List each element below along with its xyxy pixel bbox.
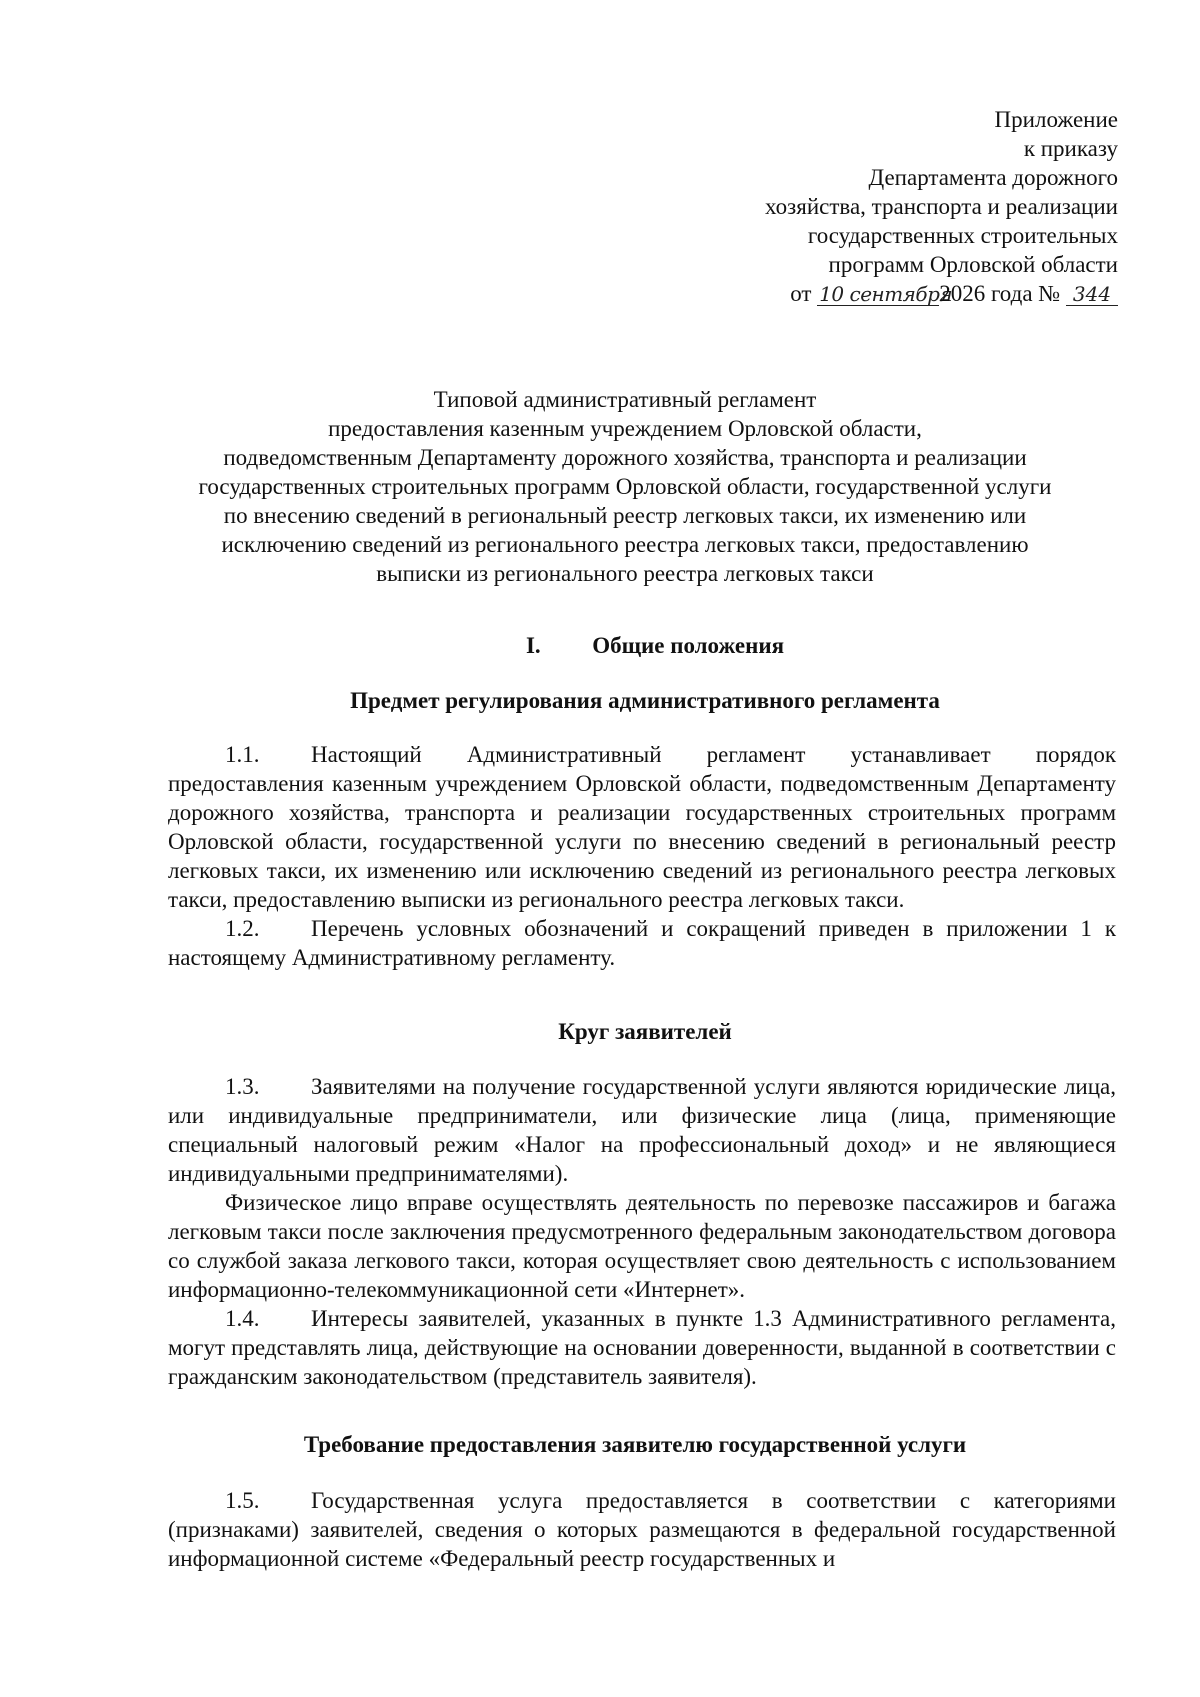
paragraph-text: Настоящий Административный регламент устанавливает порядок предоставления казенным учреждением Орловской области, подведомственным Департаменту дорожного хозяйства, транспорта и реализации государственных строительных программ Орловской области, государственной услуги по внесению сведений в региональный реестр легковых такси, их изменению или исключению сведений из регионального реестра легковых такси, предоставлению выписки из регионального реестра легковых такси. bbox=[168, 742, 1116, 912]
header-line: государственных строительных bbox=[807, 223, 1118, 248]
paragraph-number: 1.1. bbox=[225, 742, 260, 767]
paragraph-text: Интересы заявителей, указанных в пункте 1.3 Административного регламента, могут представлять лица, действующие на основании доверенности, выданной в соответствии с гражданским законодательством (представитель заявителя). bbox=[168, 1306, 1116, 1389]
title-line: государственных строительных программ Орловской области, государственной услуги bbox=[198, 474, 1052, 499]
paragraph-1-4 bbox=[168, 1304, 1116, 1391]
paragraph-number: 1.4. bbox=[225, 1306, 260, 1331]
paragraph-1-3-continued: Физическое лицо вправе осуществлять деятельность по перевозке пассажиров и багажа легковым такси после заключения предусмотренного федеральным законодательством договора со службой заказа легкового такси, которая осуществляет свою деятельность с использованием информационно-телекоммуникационной сети «Интернет». bbox=[168, 1190, 1116, 1302]
subsection-heading: Предмет регулирования административного регламента bbox=[350, 688, 940, 713]
appendix-header bbox=[558, 105, 1118, 308]
title-line: исключению сведений из регионального реестра легковых такси, предоставлению bbox=[221, 532, 1029, 557]
title-line: по внесению сведений в региональный реестр легковых такси, их изменению или bbox=[223, 503, 1027, 528]
header-line: хозяйства, транспорта и реализации bbox=[765, 194, 1118, 219]
header-line: Приложение bbox=[994, 107, 1118, 132]
title-line: подведомственным Департаменту дорожного хозяйства, транспорта и реализации bbox=[223, 445, 1027, 470]
title-line: Типовой административный регламент bbox=[433, 387, 817, 412]
title-line: предоставления казенным учреждением Орловской области, bbox=[328, 416, 922, 441]
paragraph-1-5 bbox=[168, 1486, 1116, 1573]
handwritten-date: 10 сентября bbox=[819, 282, 953, 306]
paragraph-group bbox=[168, 1072, 1116, 1391]
paragraph-1-2 bbox=[168, 914, 1116, 972]
header-line: программ Орловской области bbox=[828, 252, 1118, 277]
date-year: 2026 года № bbox=[939, 281, 1061, 306]
paragraph-number: 1.2. bbox=[225, 916, 260, 941]
section-number: I. bbox=[525, 633, 541, 658]
section-heading bbox=[170, 633, 1130, 659]
handwritten-order-number: 344 bbox=[1066, 283, 1118, 306]
subsection-heading: Требование предоставления заявителю государственной услуги bbox=[303, 1432, 967, 1457]
paragraph-group bbox=[168, 1486, 1116, 1573]
order-date-line bbox=[558, 279, 1118, 308]
paragraph-number: 1.5. bbox=[225, 1488, 260, 1513]
paragraph-text: Перечень условных обозначений и сокращений приведен в приложении 1 к настоящему Административному регламенту. bbox=[168, 916, 1116, 970]
date-prefix: от bbox=[790, 281, 812, 306]
paragraph-1-3 bbox=[168, 1072, 1116, 1188]
subsection-heading: Круг заявителей bbox=[558, 1019, 732, 1044]
title-line: выписки из регионального реестра легковых такси bbox=[376, 561, 874, 586]
header-line: к приказу bbox=[1023, 136, 1118, 161]
paragraph-number: 1.3. bbox=[225, 1074, 260, 1099]
header-line: Департамента дорожного bbox=[868, 165, 1118, 190]
paragraph-group bbox=[168, 740, 1116, 972]
paragraph-text: Заявителями на получение государственной услуги являются юридические лица, или индивидуальные предприниматели, или физические лица (лица, применяющие специальный налоговый режим «Налог на профессиональный доход» и не являющиеся индивидуальными предпринимателями). bbox=[168, 1074, 1116, 1186]
document-title bbox=[160, 385, 1090, 588]
paragraph-text: Государственная услуга предоставляется в соответствии с категориями (признаками) заявителей, сведения о которых размещаются в федеральной государственной информационной системе «Федеральный реестр государственных и bbox=[168, 1488, 1116, 1571]
section-title: Общие положения bbox=[592, 633, 785, 658]
paragraph-1-1 bbox=[168, 740, 1116, 914]
